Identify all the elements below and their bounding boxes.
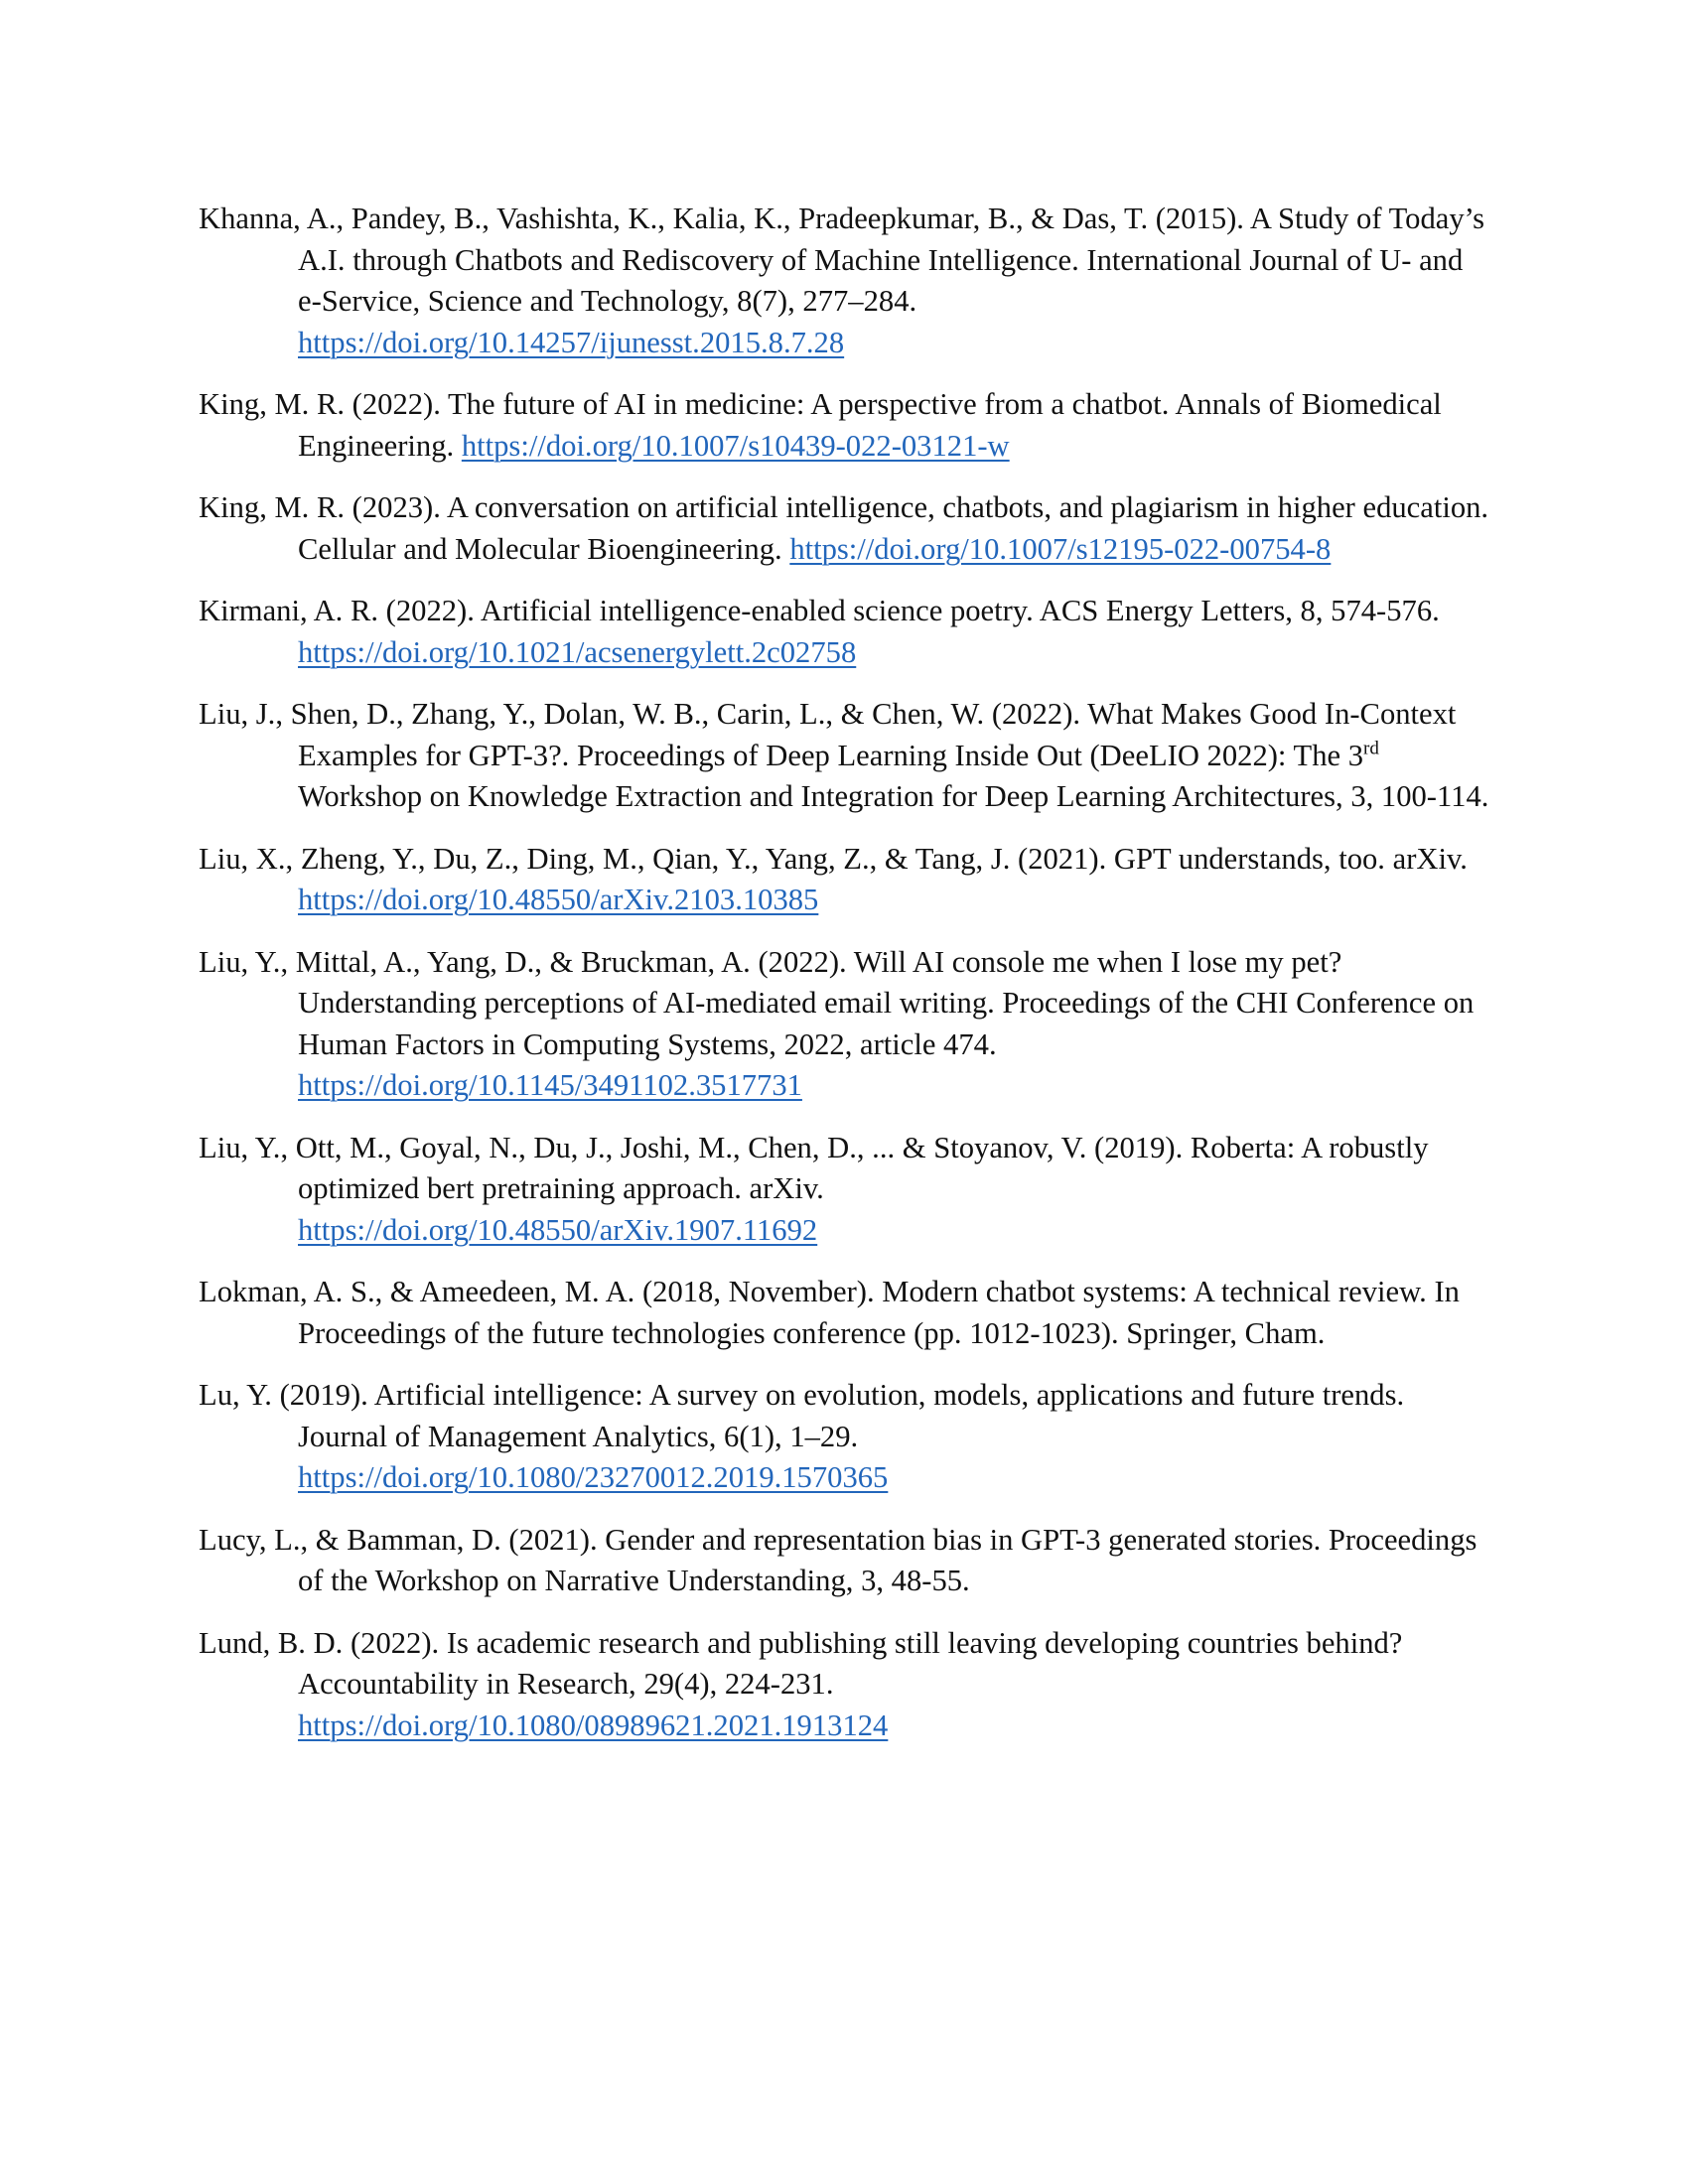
reference-text: Liu, J., Shen, D., Zhang, Y., Dolan, W. B., Carin, L., & Chen, W. (2022). What Makes Good In-Context Examples for GPT-3?. Proceedings of Deep Learning Inside Out (DeeLIO 2022): The 3 bbox=[199, 697, 1457, 772]
reference-text: Lucy, L., & Bamman, D. (2021). Gender and representation bias in GPT-3 generated stories. Proceedings of the Workshop on Narrative Understanding, 3, 48-55. bbox=[199, 1522, 1477, 1597]
doi-link[interactable]: https://doi.org/10.1080/23270012.2019.1570365 bbox=[298, 1460, 889, 1494]
reference-liu-x-2021 bbox=[199, 839, 1489, 921]
reference-king-2022 bbox=[199, 384, 1489, 467]
reference-text: Kirmani, A. R. (2022). Artificial intelligence-enabled science poetry. ACS Energy Letters, 8, 574-576. bbox=[199, 594, 1440, 627]
reference-liu-y-2022 bbox=[199, 942, 1489, 1107]
ordinal-superscript: rd bbox=[1363, 737, 1379, 758]
reference-khanna-2015 bbox=[199, 199, 1489, 363]
reference-lucy-2021 bbox=[199, 1520, 1489, 1602]
reference-liu-y-2019 bbox=[199, 1128, 1489, 1252]
reference-text: Khanna, A., Pandey, B., Vashishta, K., Kalia, K., Pradeepkumar, B., & Das, T. (2015). A Study of Today’s A.I. through Chatbots and Rediscovery of Machine Intelligence. International Journal of U- and e-Service, Science and Technology, 8(7), 277–284. bbox=[199, 202, 1485, 318]
doi-link[interactable]: https://doi.org/10.1007/s10439-022-03121-w bbox=[461, 428, 1010, 463]
reference-text: King, M. R. (2023). A conversation on artificial intelligence, chatbots, and plagiarism in higher education. Cellular and Molecular Bioengineering. bbox=[199, 490, 1489, 566]
reference-lokman-2018 bbox=[199, 1272, 1489, 1354]
reference-lund-2022 bbox=[199, 1623, 1489, 1747]
doi-link[interactable]: https://doi.org/10.1021/acsenergylett.2c02758 bbox=[298, 634, 857, 669]
reference-text: Liu, Y., Mittal, A., Yang, D., & Bruckman, A. (2022). Will AI console me when I lose my pet? Understanding perceptions of AI-mediated email writing. Proceedings of the CHI Conference on Human Factors in Computing Systems, 2022, article 474. bbox=[199, 944, 1475, 1061]
reference-list bbox=[199, 199, 1489, 1767]
doi-link[interactable]: https://doi.org/10.1145/3491102.3517731 bbox=[298, 1068, 802, 1102]
reference-text: Lokman, A. S., & Ameedeen, M. A. (2018, November). Modern chatbot systems: A technical review. In Proceedings of the future technologies conference (pp. 1012-1023). Springer, Cham. bbox=[199, 1275, 1460, 1350]
doi-link[interactable]: https://doi.org/10.14257/ijunesst.2015.8.7.28 bbox=[298, 325, 845, 359]
reference-king-2023 bbox=[199, 487, 1489, 570]
doi-link[interactable]: https://doi.org/10.1080/08989621.2021.1913124 bbox=[298, 1707, 889, 1742]
doi-link[interactable]: https://doi.org/10.1007/s12195-022-00754-8 bbox=[789, 531, 1332, 566]
reference-text: Lu, Y. (2019). Artificial intelligence: A survey on evolution, models, applications and future trends. Journal of Management Analytics, 6(1), 1–29. bbox=[199, 1378, 1405, 1453]
reference-text: Lund, B. D. (2022). Is academic research and publishing still leaving developing countries behind? Accountability in Research, 29(4), 224-231. bbox=[199, 1625, 1403, 1701]
reference-text: King, M. R. (2022). The future of AI in medicine: A perspective from a chatbot. Annals of Biomedical Engineering. bbox=[199, 387, 1442, 463]
reference-text: Liu, X., Zheng, Y., Du, Z., Ding, M., Qian, Y., Yang, Z., & Tang, J. (2021). GPT understands, too. arXiv. bbox=[199, 841, 1468, 876]
reference-liu-j-2022 bbox=[199, 694, 1489, 818]
reference-kirmani-2022 bbox=[199, 591, 1489, 673]
reference-text: Liu, Y., Ott, M., Goyal, N., Du, J., Joshi, M., Chen, D., ... & Stoyanov, V. (2019). Roberta: A robustly optimized bert pretraining approach. arXiv. bbox=[199, 1130, 1429, 1205]
reference-lu-2019 bbox=[199, 1375, 1489, 1499]
doi-link[interactable]: https://doi.org/10.48550/arXiv.2103.10385 bbox=[298, 883, 819, 916]
doi-link[interactable]: https://doi.org/10.48550/arXiv.1907.11692 bbox=[298, 1212, 818, 1247]
reference-text-continued: Workshop on Knowledge Extraction and Integration for Deep Learning Architectures, 3, 100-114. bbox=[298, 779, 1489, 813]
